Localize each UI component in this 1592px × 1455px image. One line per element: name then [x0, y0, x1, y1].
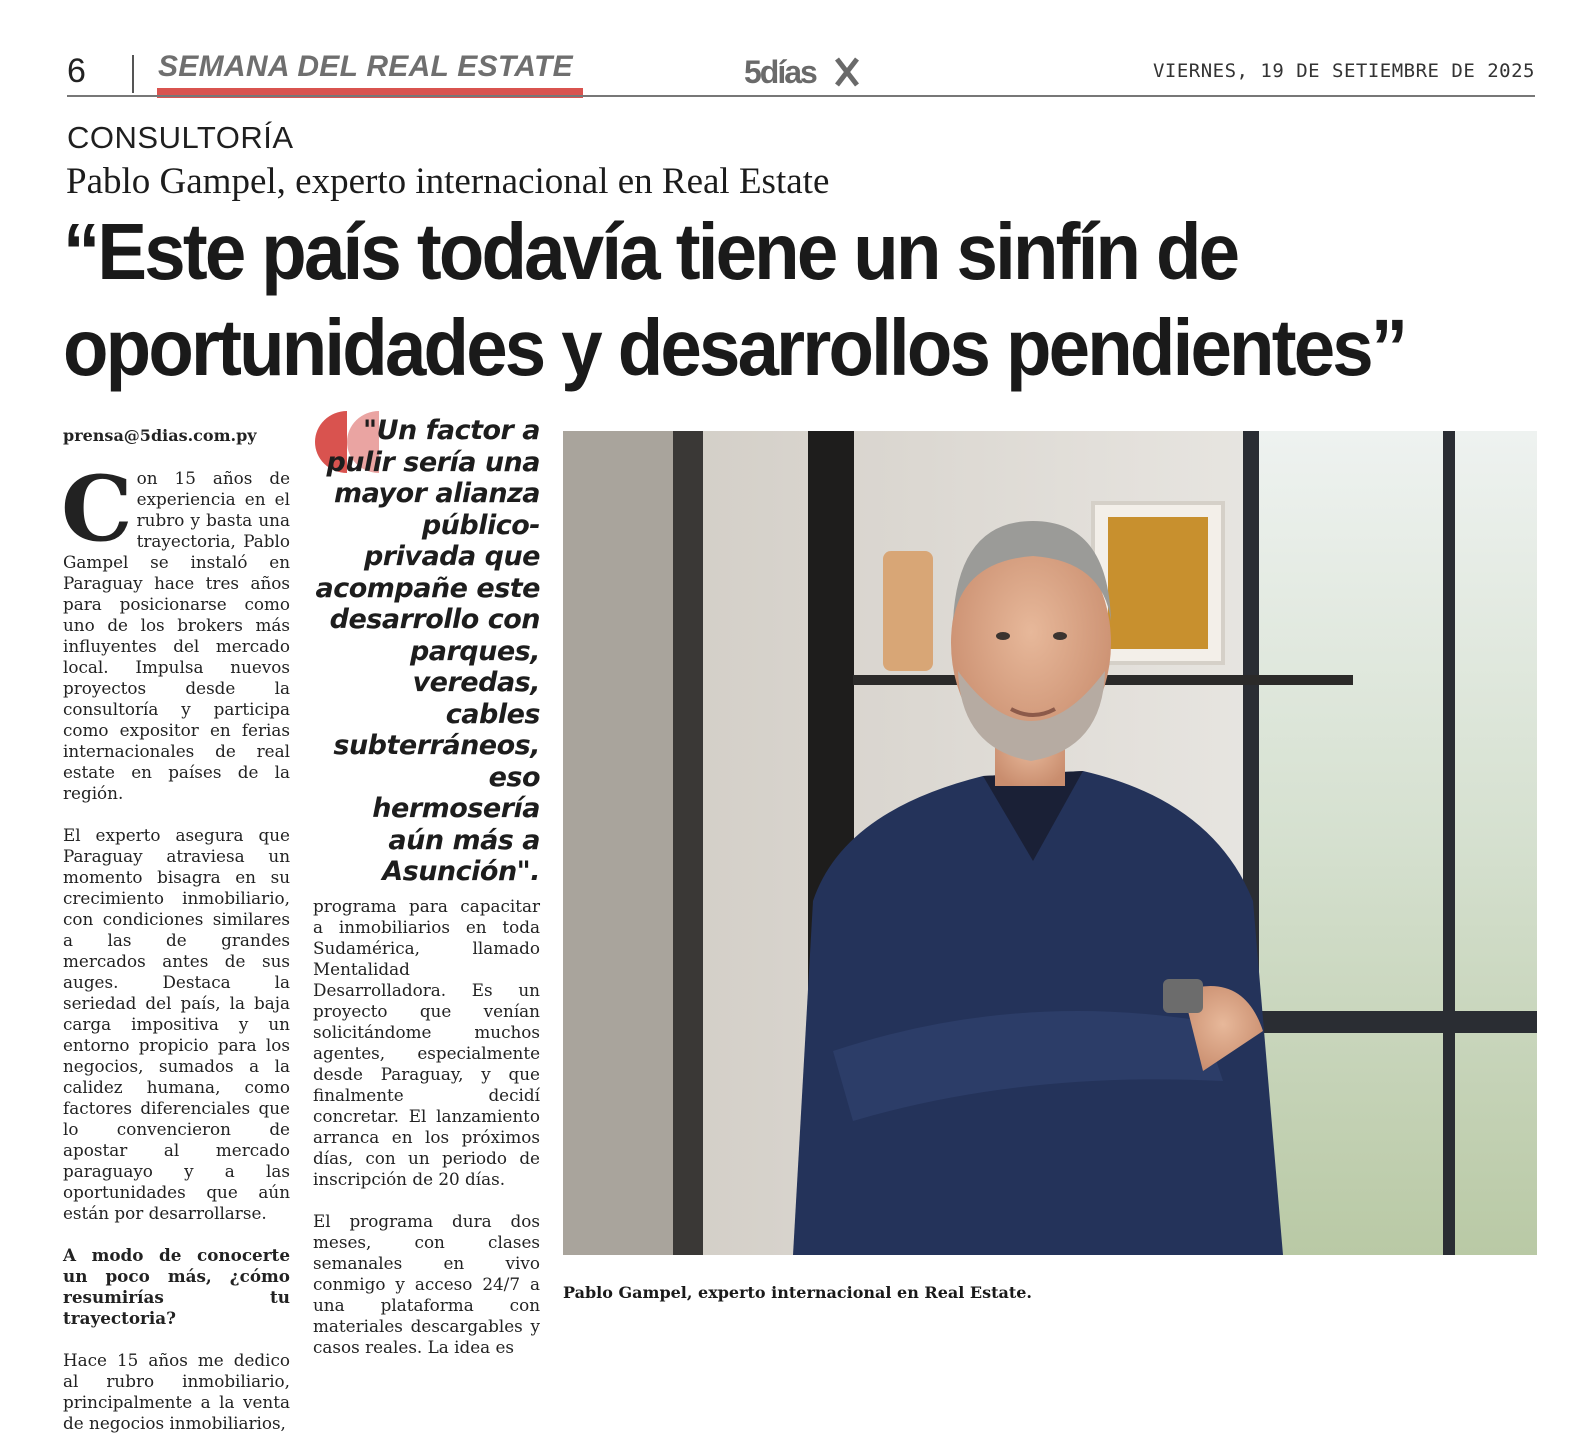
paragraph-text: on 15 años de experiencia en el rubro y basta una trayectoria, Pablo Gampel se instaló en Paraguay hace tres años para posicionarse como uno de los brokers más influyentes del mercado local. Impulsa nuevos proyectos desde la consultoría y participa como expositor en ferias internacionales de real estate en países de la región.	[63, 468, 290, 803]
body-column-2	[313, 896, 540, 1379]
section-kicker: CONSULTORÍA	[67, 120, 294, 155]
portrait-illustration	[563, 431, 1537, 1255]
body-paragraph: El experto asegura que Paraguay atraviesa un momento bisagra en su crecimiento inmobiliario, con condiciones similares a las de grandes mercados antes de sus auges. Destaca la seriedad del país, la baja carga impositiva y un entorno propicio para los negocios, sumados a la calidez humana, como factores diferenciales que lo convencieron de apostar al mercado paraguayo y a las oportunidades que aún están por desarrollarse.	[63, 825, 290, 1223]
header-divider	[132, 55, 134, 93]
photo-caption: Pablo Gampel, experto internacional en Real Estate.	[563, 1283, 1032, 1302]
drop-cap: C	[61, 456, 133, 562]
body-column-1	[61, 456, 290, 1455]
svg-text:5días: 5días	[744, 54, 816, 89]
page-number: 6	[67, 52, 86, 90]
interview-answer: Hace 15 años me dedico al rubro inmobiliario, principalmente a la venta de negocios inmobiliarios,	[63, 1350, 290, 1433]
body-paragraph	[61, 456, 290, 804]
body-paragraph: El programa dura dos meses, con clases semanales en vivo conmigo y acceso 24/7 a una plataforma con materiales descargables y casos reales. La idea es	[313, 1211, 540, 1357]
interview-question: A modo de conocerte un poco más, ¿cómo resumirías tu trayectoria?	[63, 1245, 290, 1328]
body-paragraph: programa para capacitar a inmobiliarios en toda Sudamérica, llamado Mentalidad Desarrolladora. Es un proyecto que venían solicitándome muchos agentes, especialmente desde Paraguay, y que finalmente decidí concretar. El lanzamiento arranca en los próximos días, con un periodo de inscripción de 20 días.	[313, 896, 540, 1189]
section-title: SEMANA DEL REAL ESTATE	[158, 50, 573, 83]
header-rule	[67, 95, 1535, 97]
article-subhead: Pablo Gampel, experto internacional en Real Estate	[66, 161, 830, 202]
issue-date: VIERNES, 19 DE SETIEMBRE DE 2025	[1152, 60, 1535, 82]
byline-email: prensa@5dias.com.py	[63, 426, 257, 445]
pull-quote: "Un factor a pulir sería una mayor alianza público-privada que acompañe este desarrollo con parques, veredas, cables subterráneos, eso hermosería aún más a Asunción".	[315, 415, 540, 887]
portrait-photo	[563, 431, 1537, 1255]
article-headline: “Este país todavía tiene un sinfín de oportunidades y desarrollos pendientes”	[63, 207, 1406, 392]
publication-logo	[744, 53, 864, 89]
